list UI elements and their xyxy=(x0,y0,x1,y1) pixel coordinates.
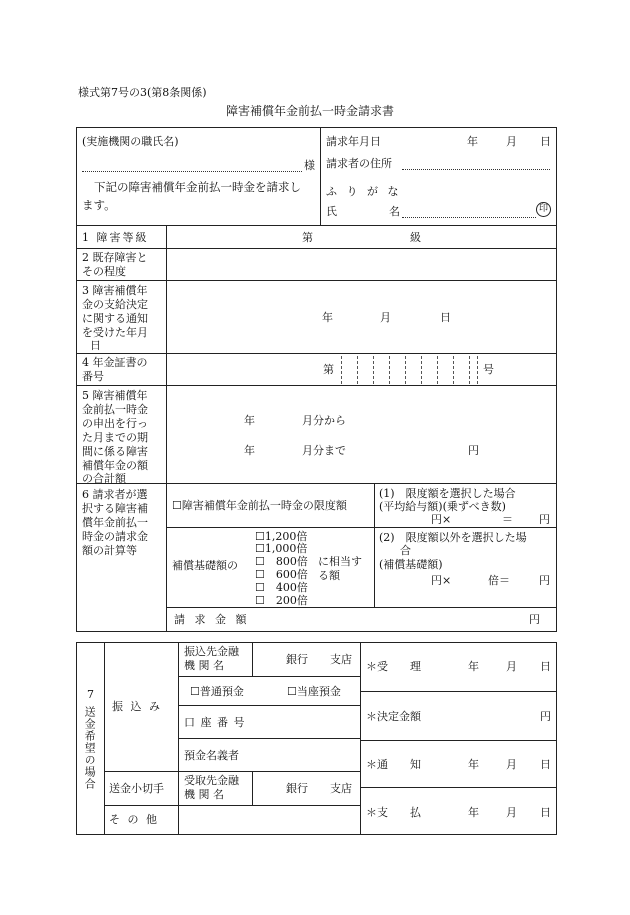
toza-checkbox[interactable]: ☐当座預金 xyxy=(287,685,341,698)
case1-yen2: 円 xyxy=(539,513,550,526)
tsuchi-month: 月 xyxy=(506,758,517,771)
cert-digit-divider xyxy=(453,356,454,384)
case2-yen: 円× xyxy=(431,574,452,587)
row3-day: 日 xyxy=(440,311,451,324)
form-id: 様式第7号の3(第8条関係) xyxy=(78,86,207,99)
cert-digit-divider xyxy=(373,356,374,384)
row3-label-3: に関する通知 xyxy=(82,312,148,325)
row5-from-month: 月分から xyxy=(302,414,346,427)
row3-month: 月 xyxy=(380,311,391,324)
bank-label-1: 振込先金融 xyxy=(184,645,239,658)
juri-day: 日 xyxy=(540,660,551,673)
case1-eq: ＝ xyxy=(502,513,513,526)
case1-sub: (平均給与額)(乗ずべき数) xyxy=(379,500,506,513)
cert-digit-divider xyxy=(421,356,422,384)
bank-label-2: 機 関 名 xyxy=(184,659,224,672)
futsu-checkbox[interactable]: ☐普通預金 xyxy=(190,685,244,698)
row5-label-5: 間に係る障害 xyxy=(82,445,148,458)
cert-digit-divider xyxy=(437,356,438,384)
row3-label-2: 金の支給決定 xyxy=(82,298,148,311)
official-field[interactable] xyxy=(82,171,302,172)
juri-month: 月 xyxy=(506,660,517,673)
case1-title: (1) 限度額を選択した場合 xyxy=(379,487,516,500)
recv-label-2: 機 関 名 xyxy=(184,788,224,801)
remit-section-num: 7 xyxy=(87,688,94,701)
cert-digit-divider xyxy=(469,356,470,384)
row5-from-year: 年 xyxy=(244,414,255,427)
row1-label: 1 障害等級 xyxy=(82,231,149,244)
account-no-label: 口 座 番 号 xyxy=(184,716,246,729)
mult-1200-checkbox[interactable]: ☐1,200倍 xyxy=(255,530,308,543)
bank-suffix: 銀行 xyxy=(286,653,308,666)
row4-label-1: 4 年金証書の xyxy=(82,356,148,369)
limit-option-checkbox[interactable]: ☐障害補償年金前払一時金の限度額 xyxy=(172,499,347,512)
form-title: 障害補償年金前払一時金請求書 xyxy=(226,104,395,118)
tsuchi-year: 年 xyxy=(468,758,479,771)
recv-bank-suffix: 銀行 xyxy=(286,782,308,795)
juri-year: 年 xyxy=(468,660,479,673)
name-field[interactable] xyxy=(402,217,536,218)
cert-digit-divider xyxy=(477,356,478,384)
row5-label-1: 5 障害補償年 xyxy=(82,389,148,402)
row6-label-3: 償年金前払一 xyxy=(82,516,148,529)
row1-dai: 第 xyxy=(302,231,313,244)
holder-label: 預金名義者 xyxy=(184,749,239,762)
address-label: 請求者の住所 xyxy=(326,157,392,170)
equiv-text-2: る額 xyxy=(318,569,340,582)
cert-digit-divider xyxy=(405,356,406,384)
date-day: 日 xyxy=(540,135,551,148)
row4-go: 号 xyxy=(483,363,494,376)
remit-section-label: 送金希望の場合 xyxy=(83,706,97,790)
date-label: 請求年月日 xyxy=(326,135,381,148)
address-field[interactable] xyxy=(402,169,550,170)
row1-kyu: 級 xyxy=(410,231,421,244)
shiharai-year: 年 xyxy=(468,806,479,819)
mult-200-checkbox[interactable]: ☐ 200倍 xyxy=(255,594,308,607)
tsuchi-day: 日 xyxy=(540,758,551,771)
row3-label-5: 日 xyxy=(90,339,101,352)
cert-digit-divider xyxy=(357,356,358,384)
equiv-text-1: に相当す xyxy=(318,555,362,568)
total-yen: 円 xyxy=(529,613,540,626)
row6-label-1: 6 請求者が選 xyxy=(82,488,148,501)
row6-label-2: 択する障害補 xyxy=(82,502,148,515)
row2-label-2: その程度 xyxy=(82,265,126,278)
case2-sub: (補償基礎額) xyxy=(379,558,443,571)
base-amount-label: 補償基礎額の xyxy=(172,559,238,572)
check-label: 送金小切手 xyxy=(109,782,164,795)
kettei-label: ＊決定金額 xyxy=(366,710,421,723)
name-label-2: 名 xyxy=(389,205,400,218)
row3-year: 年 xyxy=(322,311,333,324)
mult-400-checkbox[interactable]: ☐ 400倍 xyxy=(255,581,308,594)
case2-yen2: 円 xyxy=(539,574,550,587)
row5-to-month: 月分まで xyxy=(302,444,346,457)
sama-label: 様 xyxy=(304,159,315,172)
case1-yen: 円× xyxy=(431,513,452,526)
case2-bai: 倍＝ xyxy=(488,574,510,587)
row5-to-year: 年 xyxy=(244,444,255,457)
case2-title: (2) 限度額以外を選択した場 xyxy=(379,531,527,544)
request-text-1: 下記の障害補償年金前払一時金を請求し xyxy=(94,180,301,194)
row5-label-6: 補償年金の額 xyxy=(82,459,148,472)
row4-label-2: 番号 xyxy=(82,370,104,383)
row3-label-1: 3 障害補償年 xyxy=(82,284,148,297)
total-label: 請 求 金 額 xyxy=(174,613,250,626)
shiharai-day: 日 xyxy=(540,806,551,819)
furigana-label: ふ り が な xyxy=(326,185,402,198)
cert-digit-divider xyxy=(389,356,390,384)
official-label: (実施機関の職氏名) xyxy=(82,135,179,148)
shiharai-label: ＊支 払 xyxy=(366,806,421,819)
branch-suffix: 支店 xyxy=(330,653,352,666)
tsuchi-label: ＊通 知 xyxy=(366,758,421,771)
case2-title-cont: 合 xyxy=(400,544,411,557)
row3-label-4: を受けた年月 xyxy=(82,326,148,339)
row5-label-3: の申出を行っ xyxy=(82,417,148,430)
shiharai-month: 月 xyxy=(506,806,517,819)
row5-label-2: 金前払一時金 xyxy=(82,403,148,416)
row6-label-5: 額の計算等 xyxy=(82,544,137,557)
transfer-label: 振 込 み xyxy=(112,700,162,713)
mult-800-checkbox[interactable]: ☐ 800倍 xyxy=(255,555,308,568)
row5-label-7: の合計額 xyxy=(82,472,126,485)
recv-branch-suffix: 支店 xyxy=(330,782,352,795)
cert-digit-divider xyxy=(341,356,342,384)
mult-600-checkbox[interactable]: ☐ 600倍 xyxy=(255,568,308,581)
name-label-1: 氏 xyxy=(326,205,337,218)
mult-1000-checkbox[interactable]: ☐1,000倍 xyxy=(255,542,308,555)
seal-icon: 印 xyxy=(536,202,551,217)
date-month: 月 xyxy=(506,135,517,148)
row4-dai: 第 xyxy=(323,363,334,376)
row5-yen: 円 xyxy=(468,444,479,457)
request-text-2: ます。 xyxy=(82,198,116,212)
row6-label-4: 時金の請求金 xyxy=(82,530,148,543)
date-year: 年 xyxy=(467,135,478,148)
row5-label-4: た月までの期 xyxy=(82,431,148,444)
recv-label-1: 受取先金融 xyxy=(184,774,239,787)
row2-label-1: 2 既存障害と xyxy=(82,251,148,264)
kettei-yen: 円 xyxy=(540,710,551,723)
juri-label: ＊受 理 xyxy=(366,660,421,673)
other-label: そ の 他 xyxy=(109,813,159,826)
